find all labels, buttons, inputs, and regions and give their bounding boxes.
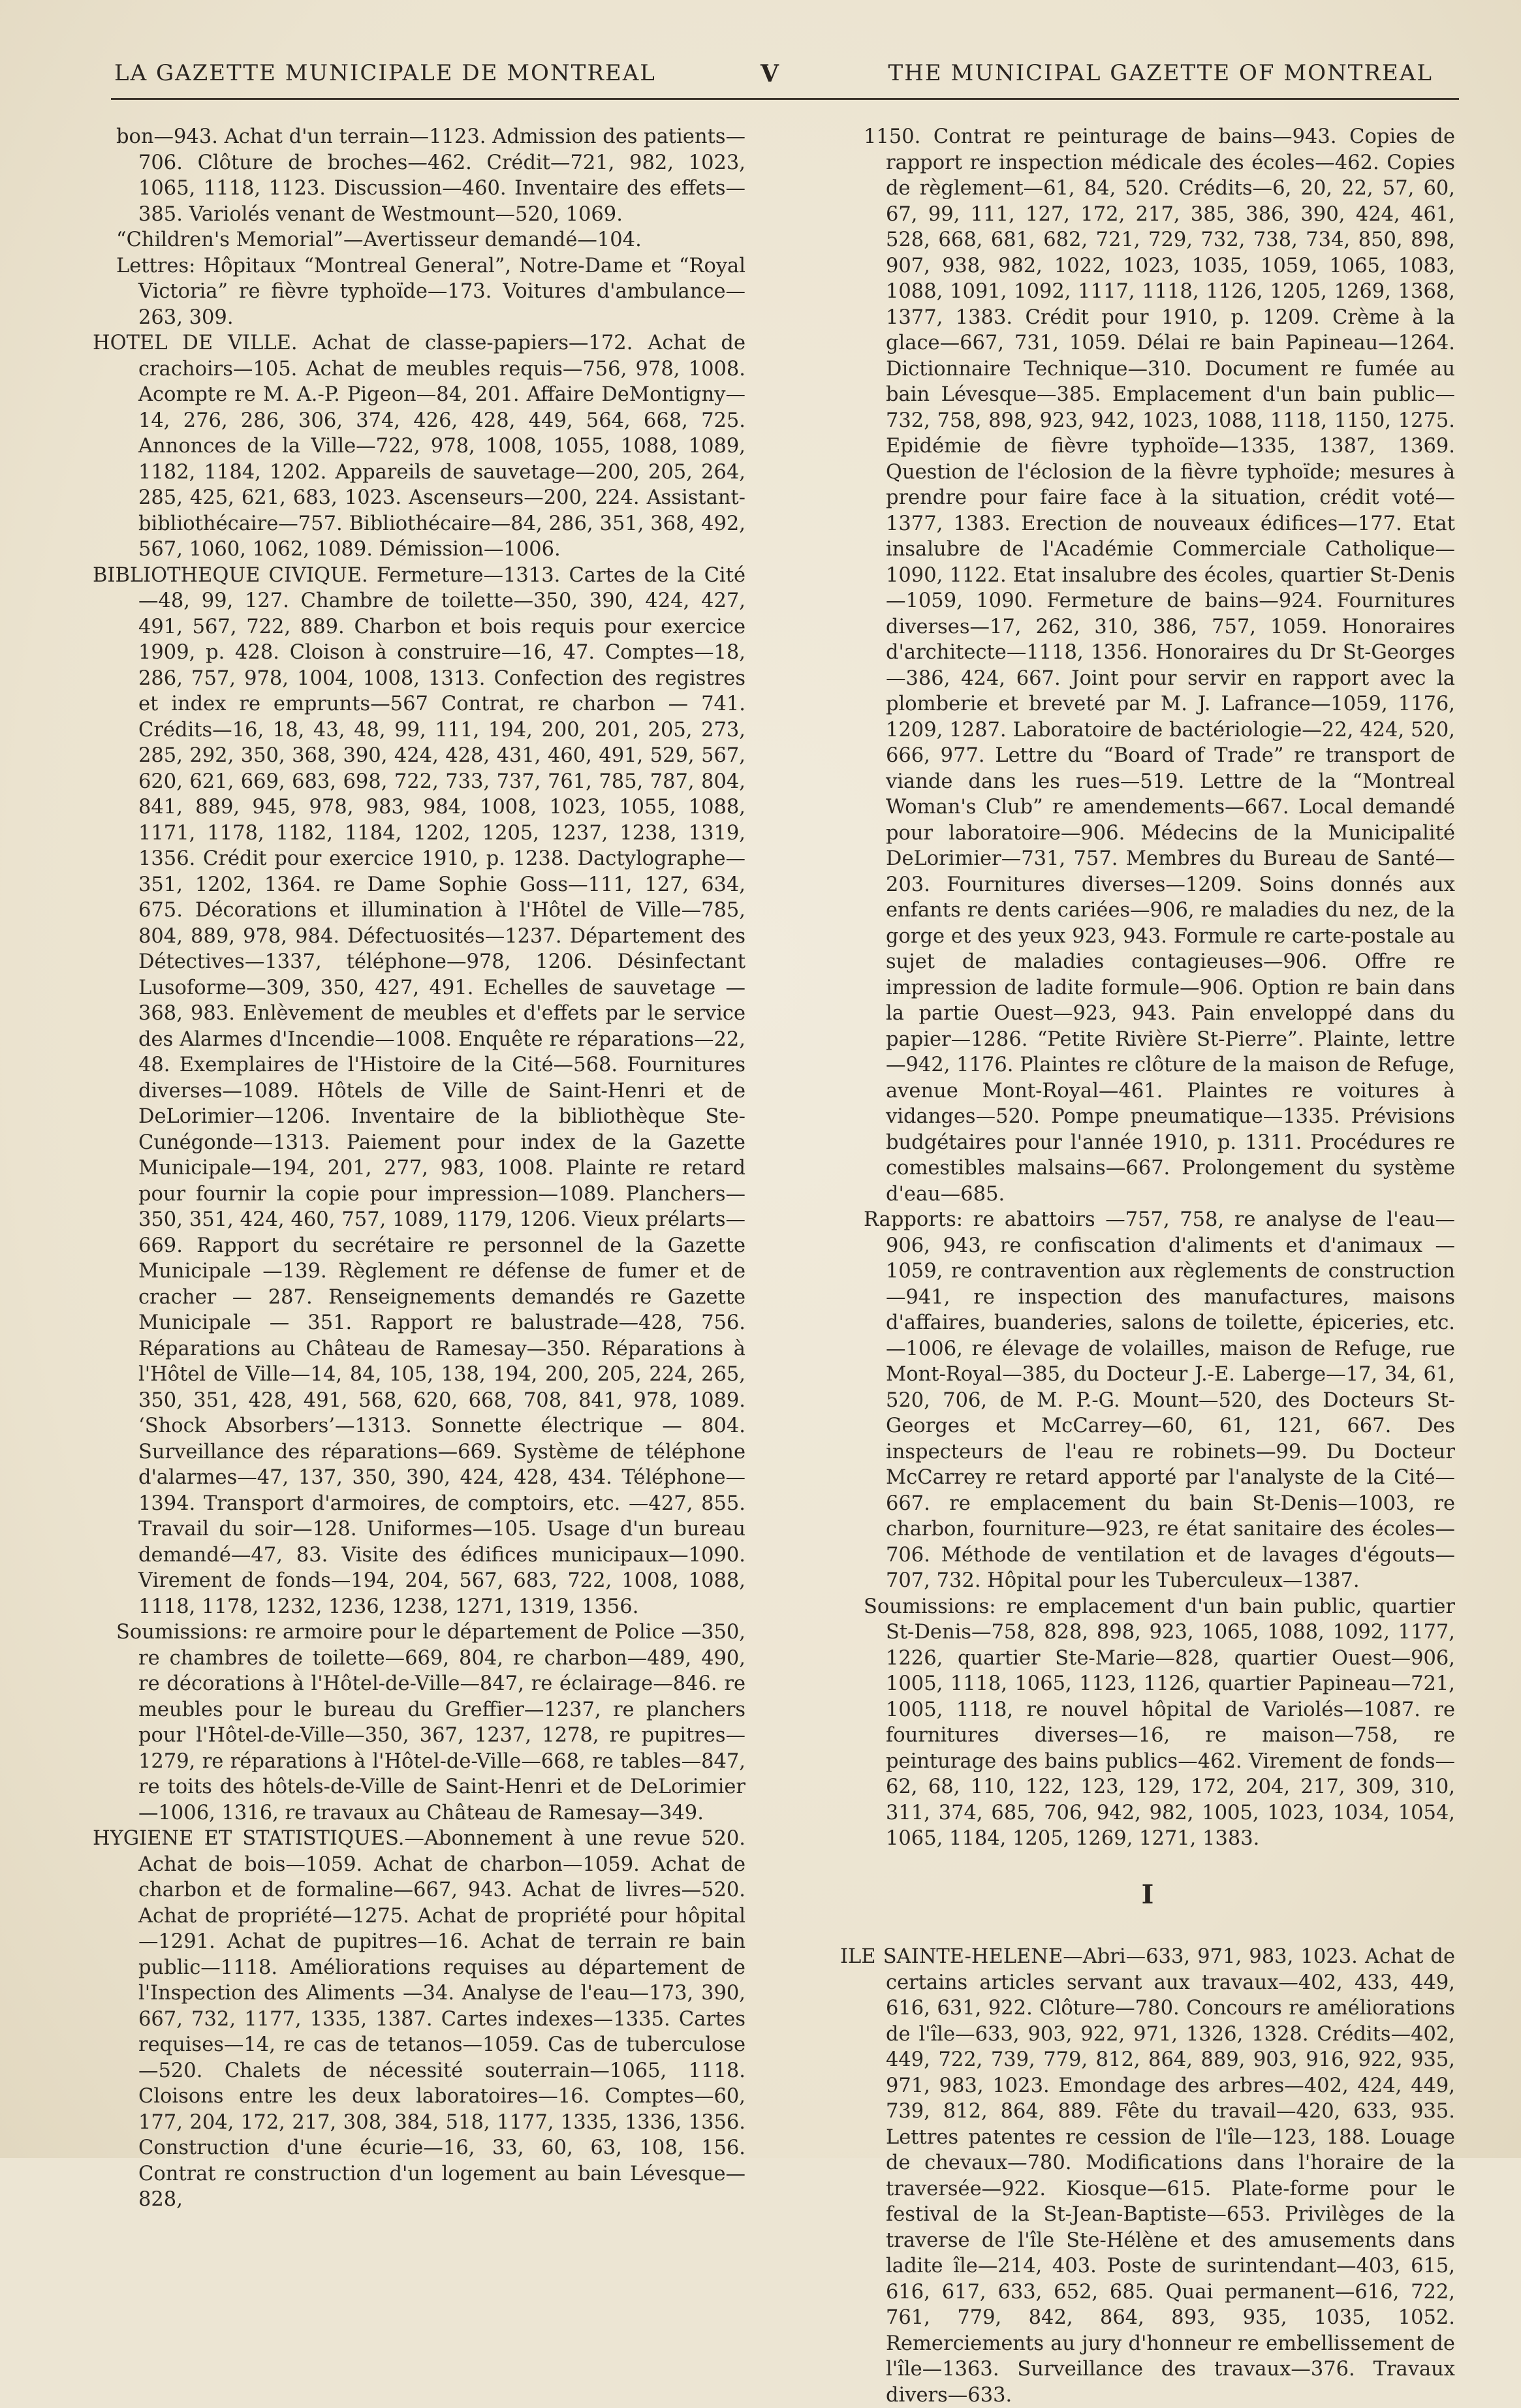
index-entry-ile-sainte-helene: ILE SAINTE-HELENE—Abri—633, 971, 983, 1023. Achat de certains articles servant aux travaux—402, 433, 449, 616, 631, 922. Clôture—780. Concours re améliorations de l'île—633, 903, 922, 971, 1326, 1328. Crédits—402, 449, 722, 739, 779, 812, 864, 889, 903, 916, 922, 935, 971, 983, 1023. Emondage des arbres—402, 424, 449, 739, 812, 864, 889. Fête du travail—420, 633, 935. Lettres patentes re cession de l'île—123, 188. Louage de chevaux—780. Modifications dans l'horaire de la traversée—922. Kiosque—615. Plate-forme pour le festival de la St-Jean-Baptiste—653. Privilèges de la traverse de l'île Ste-Hélène et des amusements dans ladite île—214, 403. Poste de surintendant—403, 615, 616, 617, 633, 652, 685. Quai permanent—616, 722, 761, 779, 842, 864, 893, 935, 1035, 1052. Remerciements au jury d'honneur re embellissement de l'île—1363. Surveillance des travaux—376. Travaux divers—633. — [840, 1945, 1455, 2407]
header-french-title: LA GAZETTE MUNICIPALE DE MONTREAL — [114, 60, 656, 86]
index-entry-hotel-de-ville: HOTEL DE VILLE. Achat de classe-papiers—172. Achat de crachoirs—105. Achat de meubles requis—756, 978, 1008. Acompte re M. A.-P. Pigeon—84, 201. Affaire DeMontigny—14, 276, 286, 306, 374, 426, 428, 449, 564, 668, 725. Annonces de la Ville—722, 978, 1008, 1055, 1088, 1089, 1182, 1184, 1202. Appareils de sauvetage—200, 205, 264, 285, 425, 621, 683, 1023. Ascenseurs—200, 224. Assistant-bibliothécaire—757. Bibliothécaire—84, 286, 351, 368, 492, 567, 1060, 1062, 1089. Démission—1006. — [93, 332, 745, 561]
index-entry-bibliotheque-civique: BIBLIOTHEQUE CIVIQUE. Fermeture—1313. Cartes de la Cité—48, 99, 127. Chambre de toilette—350, 390, 424, 427, 491, 567, 722, 889. Charbon et bois requis pour exercice 1909, p. 428. Cloison à construire—16, 47. Comptes—18, 286, 757, 978, 1004, 1008, 1313. Confection des registres et index re emprunts—567 Contrat, re charbon — 741. Crédits—16, 18, 43, 48, 99, 111, 194, 200, 201, 205, 273, 285, 292, 350, 368, 390, 424, 428, 431, 460, 491, 529, 567, 620, 621, 669, 683, 698, 722, 733, 737, 761, 785, 787, 804, 841, 889, 945, 978, 983, 984, 1008, 1023, 1055, 1088, 1171, 1178, 1182, 1184, 1202, 1205, 1237, 1238, 1319, 1356. Crédit pour exercice 1910, p. 1238. Dactylographe—351, 1202, 1364. re Dame Sophie Goss—111, 127, 634, 675. Décorations et illumination à l'Hôtel de Ville—785, 804, 889, 978, 984. Défectuosités—1237. Département des Détectives—1337, téléphone—978, 1206. Désinfectant Lusoforme—309, 350, 427, 491. Echelles de sauvetage —368, 983. Enlèvement de meubles et d'effets par le service des Alarmes d'Incendie—1008. Enquête re réparations—22, 48. Exemplaires de l'Histoire de la Cité—568. Fournitures diverses—1089. Hôtels de Ville de Saint-Henri et de DeLorimier—1206. Inventaire de la bibliothèque Ste-Cunégonde—1313. Paiement pour index de la Gazette Municipale—194, 201, 277, 983, 1008. Plainte re retard pour fournir la copie pour impression—1089. Planchers—350, 351, 424, 460, 757, 1089, 1179, 1206. Vieux prélarts—669. Rapport du secrétaire re personnel de la Gazette Municipale —139. Règlement re défense de fumer et de cracher — 287. Renseignements demandés re Gazette Municipale — 351. Rapport re balustrade—428, 756. Réparations au Château de Ramesay—350. Réparations à l'Hôtel de Ville—14, 84, 105, 138, 194, 200, 205, 224, 265, 350, 351, 428, 491, 568, 620, 668, 708, 841, 978, 1089. ‘Shock Absorbers’—1313. Sonnette électrique — 804. Surveillance des réparations—669. Système de téléphone d'alarmes—47, 137, 350, 390, 424, 428, 434. Téléphone—1394. Transport d'armoires, de comptoirs, etc. —427, 855. Travail du soir—128. Uniformes—105. Usage d'un bureau demandé—47, 83. Visite des édifices municipaux—1090. Virement de fonds—194, 204, 567, 683, 722, 1008, 1088, 1118, 1178, 1232, 1236, 1238, 1271, 1319, 1356. — [93, 563, 745, 1618]
right-column — [840, 124, 1455, 2408]
index-subentry-soumissions-hygiene: Soumissions: re emplacement d'un bain public, quartier St-Denis—758, 828, 898, 923, 1065, 1088, 1092, 1177, 1226, quartier Ste-Marie—828, quartier Ouest—906, 1005, 1118, 1065, 1123, 1126, quartier Papineau—721, 1005, 1118, re nouvel hôpital de Variolés—1087. re fournitures diverses—16, re maison—758, re peinturage des bains publics—462. Virement de fonds—62, 68, 110, 122, 123, 129, 172, 204, 217, 309, 310, 311, 374, 685, 706, 942, 982, 1005, 1023, 1034, 1054, 1065, 1184, 1205, 1269, 1271, 1383. — [864, 1595, 1455, 1850]
index-subentry-soumissions: Soumissions: re armoire pour le département de Police —350, re chambres de toilette—669, 804, re charbon—489, 490, re décorations à l'Hôtel-de-Ville—847, re éclairage—846. re meubles pour le bureau du Greffier—1237, re planchers pour l'Hôtel-de-Ville—350, 367, 1237, 1278, re pupitres—1279, re réparations à l'Hôtel-de-Ville—668, re tables—847, re toits des hôtels-de-Ville de Saint-Henri et de DeLorimier—1006, 1316, re travaux au Château de Ramesay—349. — [116, 1621, 745, 1824]
index-entry-continuation: bon—943. Achat d'un terrain—1123. Admission des patients—706. Clôture de broches—462. Crédit—721, 982, 1023, 1065, 1118, 1123. Discussion—460. Inventaire des effets—385. Variolés venant de Westmount—520, 1069. — [116, 125, 745, 226]
index-entry-hygiene-continued: 1150. Contrat re peinturage de bains—943. Copies de rapport re inspection médicale des écoles—462. Copies de règlement—61, 84, 520. Crédits—6, 20, 22, 57, 60, 67, 99, 111, 127, 172, 217, 385, 386, 390, 424, 461, 528, 668, 681, 682, 721, 729, 732, 738, 734, 850, 898, 907, 938, 982, 1022, 1023, 1035, 1059, 1065, 1083, 1088, 1091, 1092, 1117, 1118, 1126, 1205, 1269, 1368, 1377, 1383. Crédit pour 1910, p. 1209. Crème à la glace—667, 731, 1059. Délai re bain Papineau—1264. Dictionnaire Technique—310. Document re fumée au bain Lévesque—385. Emplacement d'un bain public—732, 758, 898, 923, 942, 1023, 1088, 1118, 1150, 1275. Epidémie de fièvre typhoïde—1335, 1387, 1369. Question de l'éclosion de la fièvre typhoïde; mesures à prendre pour faire face à la situation, crédit voté—1377, 1383. Erection de nouveaux édifices—177. Etat insalubre de l'Académie Commerciale Catholique—1090, 1122. Etat insalubre des écoles, quartier St-Denis—1059, 1090. Fermeture de bains—924. Fournitures diverses—17, 262, 310, 386, 757, 1059. Honoraires d'architecte—1118, 1356. Honoraires du Dr St-Georges—386, 424, 667. Joint pour servir en rapport avec la plomberie et breveté par M. J. Lafrance—1059, 1176, 1209, 1287. Laboratoire de bactériologie—22, 424, 520, 666, 977. Lettre du “Board of Trade” re transport de viande dans les rues—519. Lettre de la “Montreal Woman's Club” re amendements—667. Local demandé pour laboratoire—906. Médecins de la Municipalité DeLorimier—731, 757. Membres du Bureau de Santé—203. Fournitures diverses—1209. Soins donnés aux enfants re dents cariées—906, re maladies du nez, de la gorge et des yeux 923, 943. Formule re carte-postale au sujet de maladies contagieuses—906. Offre re impression de ladite formule—906. Option re bain dans la partie Ouest—923, 943. Pain enveloppé dans du papier—1286. “Petite Rivière St-Pierre”. Plainte, lettre—942, 1176. Plaintes re clôture de la maison de Refuge, avenue Mont-Royal—461. Plaintes re voitures à vidanges—520. Pompe pneumatique—1335. Prévisions budgétaires pour l'année 1910, p. 1311. Procédures re comestibles malsains—667. Prolongement du système d'eau—685. — [864, 125, 1455, 1206]
running-header — [114, 60, 1433, 91]
index-entry-hygiene-statistiques: HYGIENE ET STATISTIQUES.—Abonnement à une revue 520. Achat de bois—1059. Achat de charbon—1059. Achat de charbon et de formaline—667, 943. Achat de livres—520. Achat de propriété—1275. Achat de propriété pour hôpital—1291. Achat de pupitres—16. Achat de terrain re bain public—1118. Améliorations requises au département de l'Inspection des Aliments —34. Analyse de l'eau—173, 390, 667, 732, 1177, 1335, 1387. Cartes indexes—1335. Cartes requises—14, re cas de tetanos—1059. Cas de tuberculose—520. Chalets de nécessité souterrain—1065, 1118. Cloisons entre les deux laboratoires—16. Comptes—60, 177, 204, 172, 217, 308, 384, 518, 1177, 1335, 1336, 1356. Construction d'une écurie—16, 33, 60, 63, 108, 156. Contrat re construction d'un logement au bain Lévesque—828, — [93, 1827, 745, 2211]
left-column — [93, 124, 745, 2213]
index-subentry-rapports: Rapports: re abattoirs —757, 758, re analyse de l'eau—906, 943, re confiscation d'aliments et d'animaux — 1059, re contravention aux règlements de construction —941, re inspection des manufactures, maisons d'affaires, buanderies, salons de toilette, épiceries, etc.—1006, re élevage de volailles, maison de Refuge, rue Mont-Royal—385, du Docteur J.-E. Laberge—17, 34, 61, 520, 706, de M. P.-G. Mount—520, des Docteurs St-Georges et McCarrey—60, 61, 121, 667. Des inspecteurs de l'eau re robinets—99. Du Docteur McCarrey re retard apporté par l'analyste de la Cité—667. re emplacement du bain St-Denis—1003, re charbon, fourniture—923, re état sanitaire des écoles—706. Méthode de ventilation et de lavages d'égouts—707, 732. Hôpital pour les Tuberculeux—1387. — [864, 1208, 1455, 1592]
header-rule — [111, 98, 1459, 100]
header-english-title: THE MUNICIPAL GAZETTE OF MONTREAL — [888, 60, 1433, 86]
section-letter-heading: I — [1141, 1879, 1154, 1910]
index-subentry-childrens-memorial: “Children's Memorial”—Avertisseur demandé—104. — [116, 228, 642, 251]
page-number: V — [760, 60, 780, 87]
index-subentry-lettres: Lettres: Hôpitaux “Montreal General”, Notre-Dame et “Royal Victoria” re fièvre typhoïde—173. Voitures d'ambulance—263, 309. — [116, 254, 745, 329]
